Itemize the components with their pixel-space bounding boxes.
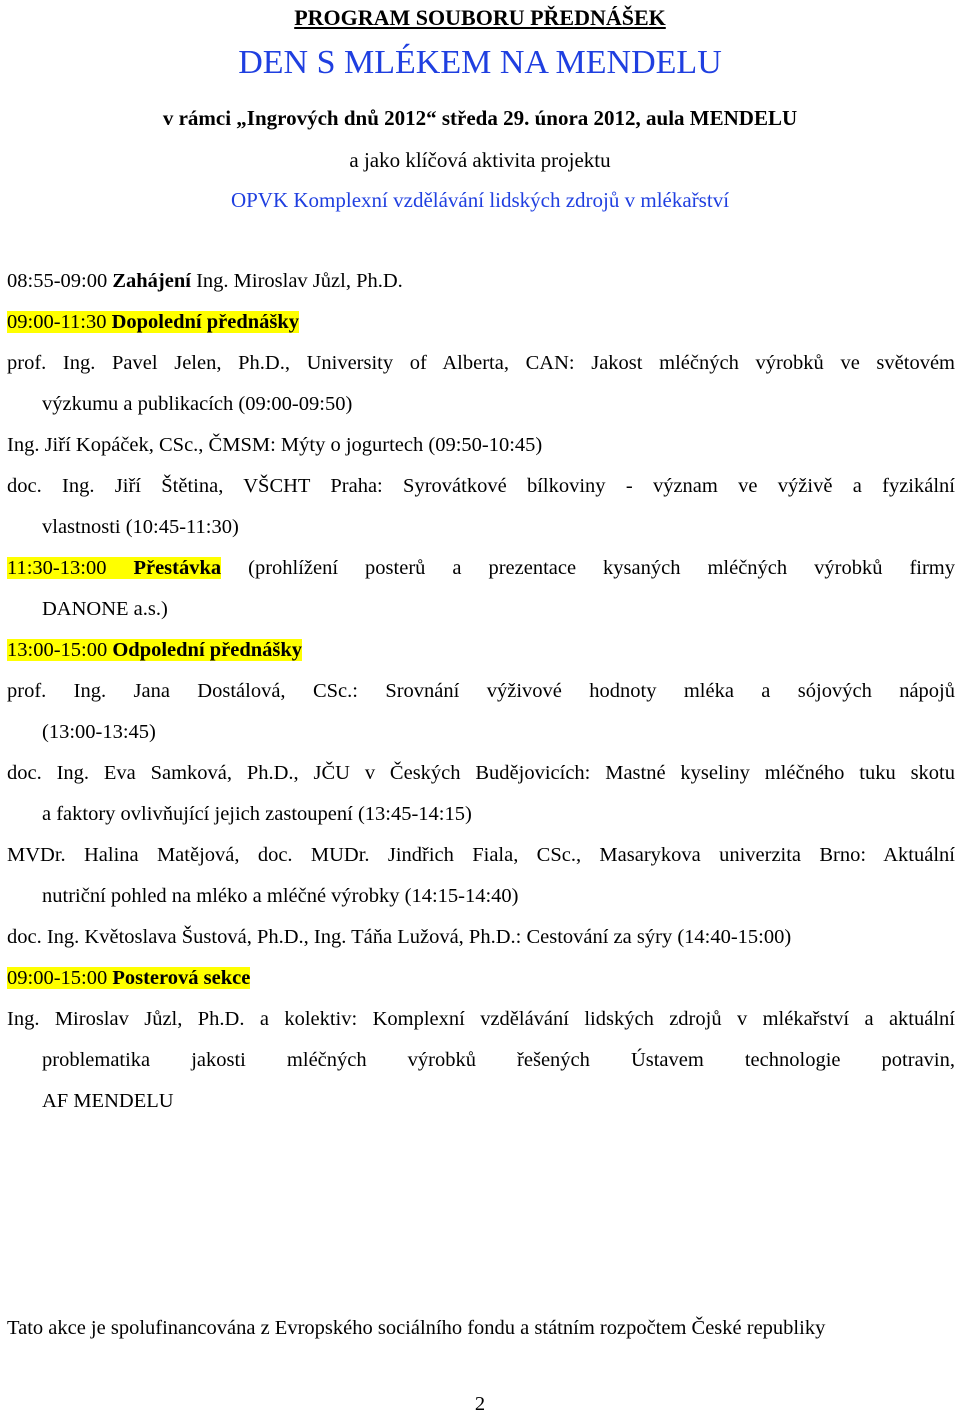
morning-talk-2: Ing. Jiří Kopáček, CSc., ČMSM: Mýty o jogurtech (09:50-10:45) bbox=[7, 434, 543, 456]
opening-person: Ing. Miroslav Jůzl, Ph.D. bbox=[196, 270, 403, 292]
morning-heading bbox=[7, 311, 299, 334]
break-label: Přestávka bbox=[133, 557, 222, 579]
afternoon-talk-3-cont: nutriční pohled na mléko a mléčné výrobky (14:15-14:40) bbox=[42, 885, 519, 907]
break-row bbox=[7, 557, 955, 580]
morning-talk-3-cont: vlastnosti (10:45-11:30) bbox=[42, 516, 239, 538]
program-title: PROGRAM SOUBORU PŘEDNÁŠEK bbox=[294, 5, 666, 30]
posters-line-1: Ing. Miroslav Jůzl, Ph.D. a kolektiv: Komplexní vzdělávání lidských zdrojů v mlékařství a aktuální bbox=[7, 1008, 955, 1030]
afternoon-talk-2: doc. Ing. Eva Samková, Ph.D., JČU v Českých Budějovicích: Mastné kyseliny mléčného tuku skotu bbox=[7, 762, 955, 784]
posters-heading bbox=[7, 967, 250, 990]
afternoon-heading-label: Odpolední přednášky bbox=[112, 639, 303, 661]
opening-time: 08:55-09:00 bbox=[7, 270, 108, 292]
afternoon-heading-time: 13:00-15:00 bbox=[7, 639, 108, 661]
funding-note: Tato akce je spolufinancována z Evropského sociálního fondu a státním rozpočtem České republiky bbox=[7, 1317, 826, 1339]
page-number: 2 bbox=[474, 1393, 486, 1415]
afternoon-heading bbox=[7, 639, 302, 662]
project-name: OPVK Komplexní vzdělávání lidských zdrojů v mlékařství bbox=[230, 188, 730, 212]
afternoon-talk-2-cont: a faktory ovlivňující jejich zastoupení (13:45-14:15) bbox=[42, 803, 472, 825]
morning-heading-time: 09:00-11:30 bbox=[7, 311, 107, 333]
afternoon-talk-1: prof. Ing. Jana Dostálová, CSc.: Srovnání výživové hodnoty mléka a sójových nápojů bbox=[7, 680, 955, 702]
afternoon-talk-1-cont: (13:00-13:45) bbox=[42, 721, 156, 743]
posters-label: Posterová sekce bbox=[112, 967, 251, 989]
opening-label: Zahájení bbox=[112, 270, 191, 292]
posters-line-3: AF MENDELU bbox=[42, 1090, 174, 1112]
posters-line-2: problematika jakosti mléčných výrobků řešených Ústavem technologie potravin, bbox=[42, 1049, 955, 1071]
break-time: 11:30-13:00 bbox=[7, 557, 107, 579]
event-title: DEN S MLÉKEM NA MENDELU bbox=[238, 44, 722, 81]
morning-heading-label: Dopolední přednášky bbox=[111, 311, 299, 333]
project-line: a jako klíčová aktivita projektu bbox=[349, 148, 611, 172]
afternoon-talk-3: MVDr. Halina Matějová, doc. MUDr. Jindřich Fiala, CSc., Masarykova univerzita Brno: Aktuální bbox=[7, 844, 955, 866]
morning-talk-1: prof. Ing. Pavel Jelen, Ph.D., University of Alberta, CAN: Jakost mléčných výrobků ve světovém bbox=[7, 352, 955, 374]
posters-time: 09:00-15:00 bbox=[7, 967, 108, 989]
afternoon-talk-4: doc. Ing. Květoslava Šustová, Ph.D., Ing. Táňa Lužová, Ph.D.: Cestování za sýry (14:40-15:00) bbox=[7, 926, 792, 948]
morning-talk-1-cont: výzkumu a publikacích (09:00-09:50) bbox=[42, 393, 353, 415]
morning-talk-3: doc. Ing. Jiří Štětina, VŠCHT Praha: Syrovátkové bílkoviny - význam ve výživě a fyzikální bbox=[7, 475, 955, 497]
opening-row bbox=[7, 270, 403, 293]
context-line: v rámci „Ingrových dnů 2012“ středa 29. února 2012, aula MENDELU bbox=[162, 106, 798, 130]
break-text-cont: DANONE a.s.) bbox=[42, 598, 168, 620]
break-text: (prohlížení posterů a prezentace kysaných mléčných výrobků firmy bbox=[248, 557, 955, 579]
